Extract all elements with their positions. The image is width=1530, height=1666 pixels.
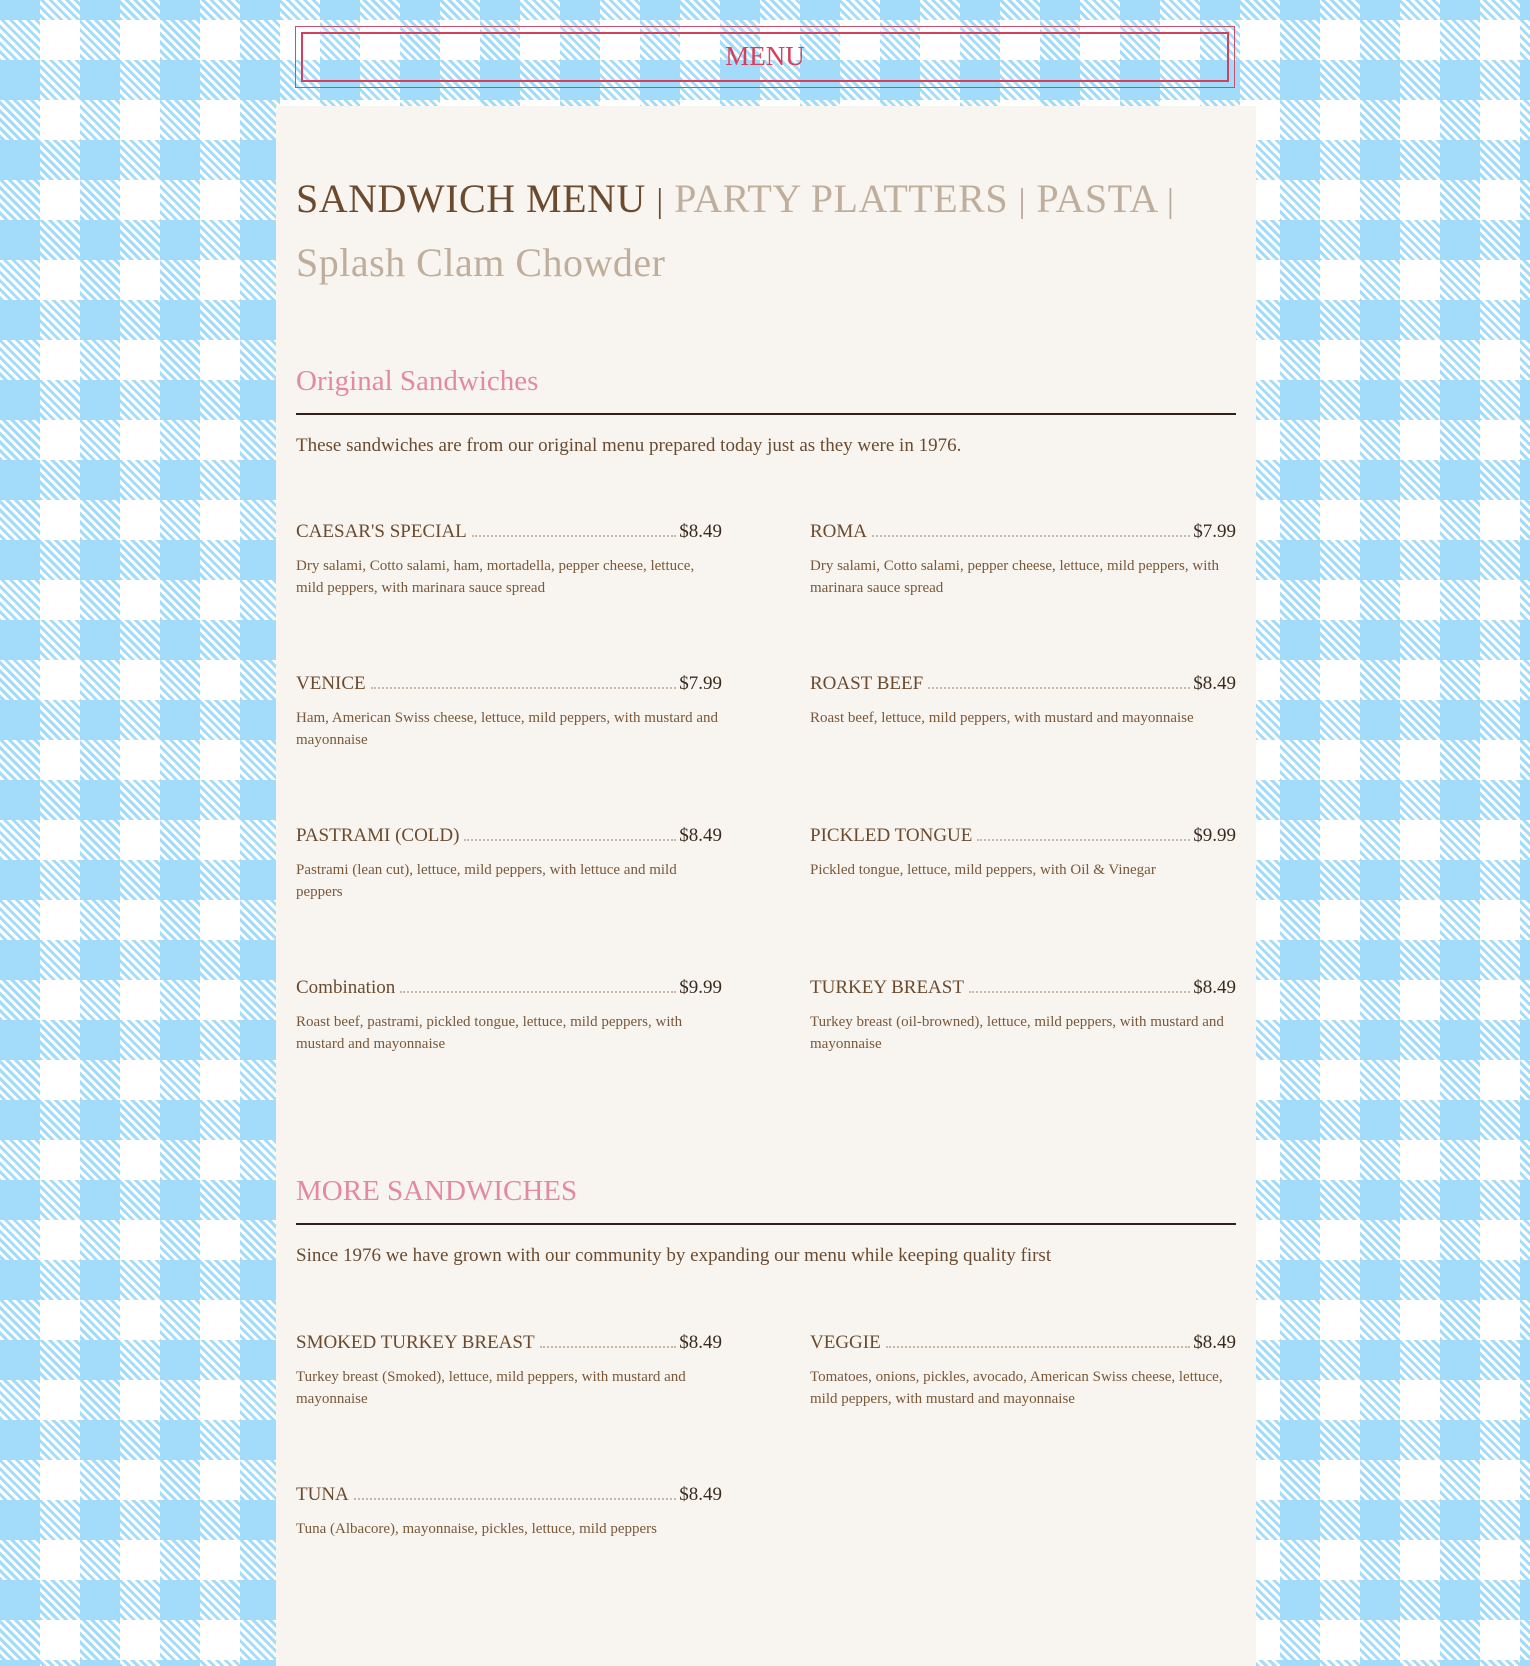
menu-item-name: SMOKED TURKEY BREAST [296,1332,535,1353]
nav-party-platters[interactable]: PARTY PLATTERS [674,176,1009,221]
menu-item-header [810,1332,1236,1354]
dot-leader [886,1346,1191,1348]
dot-leader [977,839,1190,841]
menu-item-header [810,521,1236,543]
dot-leader [540,1346,677,1348]
menu-item [810,977,1236,1055]
menu-item [810,1332,1236,1410]
menu-item-description: Tuna (Albacore), mayonnaise, pickles, lettuce, mild peppers [296,1521,658,1537]
menu-item-description: Tomatoes, onions, pickles, avocado, American Swiss cheese, lettuce, mild peppers, with mustard and mayonnaise [810,1369,1223,1407]
menu-item-description: Ham, American Swiss cheese, lettuce, mild peppers, with mustard and mayonnaise [296,710,718,748]
menu-item [296,673,722,751]
menu-item-price: $7.99 [1193,521,1236,542]
menu-item-price: $8.49 [1193,1332,1236,1353]
menu-item-name: PICKLED TONGUE [810,825,973,846]
menu-item [810,673,1236,729]
menu-item-header [296,673,722,695]
section-divider [296,413,1236,415]
dot-leader [400,991,676,993]
menu-item-description: Turkey breast (oil-browned), lettuce, mild peppers, with mustard and mayonnaise [810,1014,1224,1052]
menu-item-description: Roast beef, lettuce, mild peppers, with mustard and mayonnaise [810,710,1194,726]
section-title: MORE SANDWICHES [296,1175,578,1207]
menu-item-price: $9.99 [1193,825,1236,846]
nav-pasta[interactable]: PASTA [1036,176,1157,221]
menu-item-price: $8.49 [679,1332,722,1353]
menu-item-description: Turkey breast (Smoked), lettuce, mild peppers, with mustard and mayonnaise [296,1369,686,1407]
menu-item-price: $8.49 [679,1484,722,1505]
nav-separator: | [1167,183,1175,220]
menu-item-name: ROAST BEEF [810,673,924,694]
menu-button-inner-frame [301,32,1229,82]
section-title: Original Sandwiches [296,365,539,397]
menu-item-name: VEGGIE [810,1332,881,1353]
menu-item [296,1332,722,1410]
dot-leader [464,839,676,841]
menu-item-name: ROMA [810,521,868,542]
dot-leader [872,535,1190,537]
menu-item-price: $8.49 [1193,977,1236,998]
menu-item-description: Pickled tongue, lettuce, mild peppers, with Oil & Vinegar [810,862,1156,878]
menu-item-header [296,977,722,999]
dot-leader [472,535,676,537]
menu-item [810,521,1236,599]
menu-item-name: PASTRAMI (COLD) [296,825,460,846]
menu-item-price: $8.49 [679,825,722,846]
menu-item-header [810,977,1236,999]
menu-item-name: TUNA [296,1484,349,1505]
menu-item-header [810,825,1236,847]
menu-item-header [296,521,722,543]
menu-item-description: Roast beef, pastrami, pickled tongue, lettuce, mild peppers, with mustard and mayonnaise [296,1014,683,1052]
dot-leader [354,1498,676,1500]
menu-item [296,521,722,599]
nav-separator: | [656,183,664,220]
menu-item-name: CAESAR'S SPECIAL [296,521,467,542]
nav-sandwich-menu[interactable]: SANDWICH MENU [296,176,646,221]
menu-button-label: MENU [725,41,805,71]
nav-separator: | [1018,183,1026,220]
menu-item-description: Dry salami, Cotto salami, ham, mortadella, pepper cheese, lettuce, mild peppers, with marinara sauce spread [296,558,695,596]
menu-button[interactable] [295,26,1235,88]
menu-item [296,977,722,1055]
section-description: Since 1976 we have grown with our community by expanding our menu while keeping quality first [296,1245,1052,1266]
menu-item-price: $7.99 [679,673,722,694]
menu-item [296,825,722,903]
menu-item-price: $8.49 [679,521,722,542]
nav-splash-clam-chowder[interactable]: Splash Clam Chowder [296,240,666,285]
section-divider [296,1223,1236,1225]
section-more-sandwiches [296,1171,1236,1267]
menu-item-header [296,825,722,847]
menu-panel [276,106,1256,1666]
dot-leader [371,687,677,689]
menu-category-nav [296,168,1196,293]
dot-leader [969,991,1190,993]
menu-item [296,1484,722,1540]
menu-item-header [810,673,1236,695]
menu-item-description: Dry salami, Cotto salami, pepper cheese, lettuce, mild peppers, with marinara sauce spread [810,558,1220,596]
menu-item-header [296,1332,722,1354]
menu-item-name: TURKEY BREAST [810,977,964,998]
menu-item-header [296,1484,722,1506]
menu-item-description: Pastrami (lean cut), lettuce, mild peppers, with lettuce and mild peppers [296,862,677,900]
dot-leader [928,687,1190,689]
menu-item-name: VENICE [296,673,366,694]
menu-item-name: Combination [296,977,396,998]
menu-item [810,825,1236,881]
menu-item-price: $9.99 [679,977,722,998]
section-original-sandwiches [296,361,1236,457]
menu-item-price: $8.49 [1193,673,1236,694]
section-description: These sandwiches are from our original menu prepared today just as they were in 1976. [296,435,962,456]
